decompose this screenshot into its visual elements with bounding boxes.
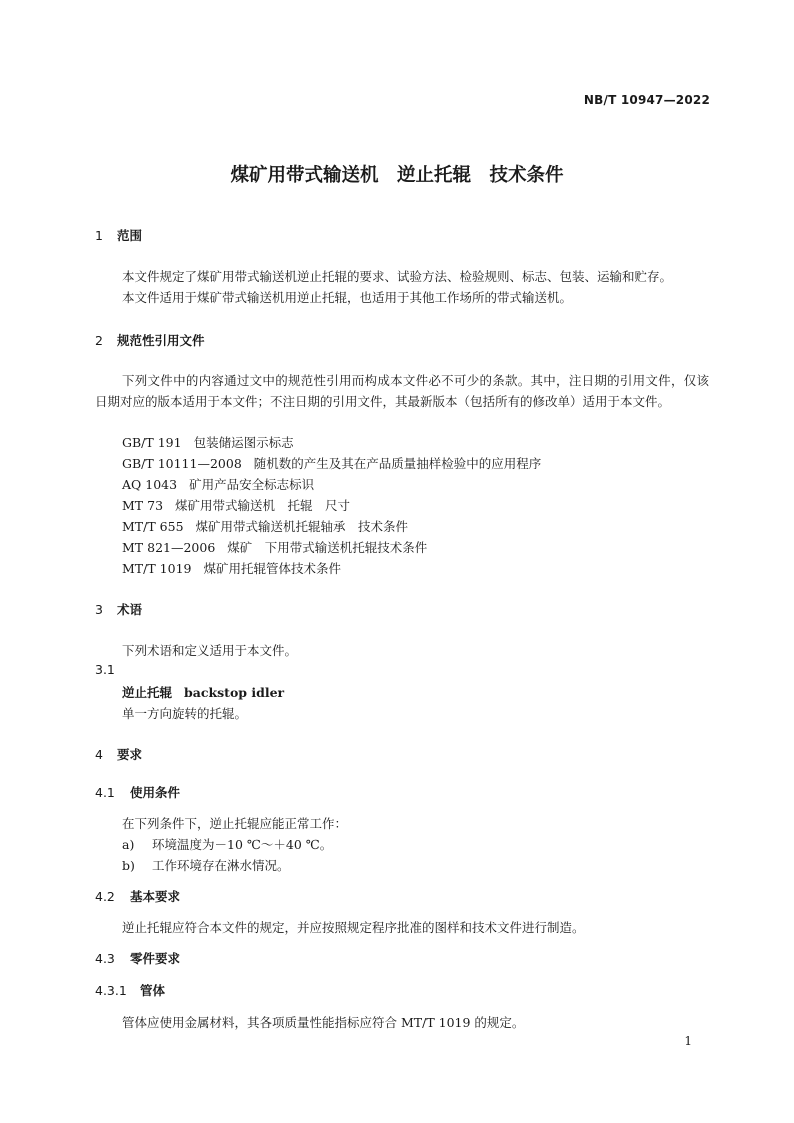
term-definition: 单一方向旋转的托辊。 xyxy=(122,706,248,721)
section-number: 2 xyxy=(95,333,103,348)
term-english: backstop idler xyxy=(184,685,285,700)
list-text: 工作环境存在淋水情况。 xyxy=(152,858,290,873)
reference-item xyxy=(122,496,350,514)
reference-name: 煤矿用托辊管体技术条件 xyxy=(203,561,341,576)
paragraph: 管体应使用金属材料，其各项质量性能指标应符合 MT/T 1019 的规定。 xyxy=(122,1015,525,1030)
paragraph: 下列术语和定义适用于本文件。 xyxy=(122,643,298,658)
reference-item xyxy=(122,433,294,451)
reference-code: GB/T 191 xyxy=(122,435,182,450)
section-number: 1 xyxy=(95,228,103,243)
reference-code: AQ 1043 xyxy=(122,477,178,492)
section-4-3-1-heading xyxy=(95,981,165,999)
list-item xyxy=(122,835,332,853)
section-4-1-heading xyxy=(95,783,180,801)
reference-name: 煤矿用带式输送机 托辊 尺寸 xyxy=(175,498,351,513)
section-title: 要求 xyxy=(117,747,143,762)
paragraph: 在下列条件下，逆止托辊应能正常工作： xyxy=(122,816,348,831)
section-4-2-heading xyxy=(95,887,180,905)
section-title: 零件要求 xyxy=(130,951,181,966)
section-number: 4.2 xyxy=(95,889,115,904)
section-4-heading xyxy=(95,745,142,763)
section-number: 4.1 xyxy=(95,785,115,800)
reference-code: MT/T 655 xyxy=(122,519,184,534)
document-title: 煤矿用带式输送机 逆止托辊 技术条件 xyxy=(230,165,564,186)
reference-code: GB/T 10111—2008 xyxy=(122,456,242,471)
reference-item xyxy=(122,475,314,493)
reference-name: 煤矿用带式输送机托辊轴承 技术条件 xyxy=(195,519,409,534)
reference-name: 矿用产品安全标志标识 xyxy=(189,477,315,492)
reference-name: 包装储运图示标志 xyxy=(193,435,294,450)
list-text: 环境温度为－10 ℃～＋40 ℃。 xyxy=(152,837,333,852)
reference-item xyxy=(122,538,427,556)
reference-item xyxy=(122,559,341,577)
list-item xyxy=(122,856,290,874)
list-label: b) xyxy=(122,858,135,873)
section-number: 4.3 xyxy=(95,951,115,966)
section-2-heading xyxy=(95,331,205,349)
reference-name: 煤矿 下用带式输送机托辊技术条件 xyxy=(227,540,428,555)
page-number: 1 xyxy=(684,1034,692,1048)
paragraph: 下列文件中的内容通过文中的规范性引用而构成本文件必不可少的条款。其中，注日期的引用文件，仅该日期对应的版本适用于本文件；不注日期的引用文件，其最新版本（包括所有的修改单）适用于本文件。 xyxy=(95,373,709,409)
paragraph: 本文件规定了煤矿用带式输送机逆止托辊的要求、试验方法、检验规则、标志、包装、运输和贮存。 xyxy=(122,269,673,284)
paragraph: 逆止托辊应符合本文件的规定，并应按照规定程序批准的图样和技术文件进行制造。 xyxy=(122,920,585,935)
list-label: a) xyxy=(122,837,135,852)
section-number: 4.3.1 xyxy=(95,983,127,998)
section-1-heading xyxy=(95,226,142,244)
reference-code: MT/T 1019 xyxy=(122,561,192,576)
section-number: 4 xyxy=(95,747,103,762)
term-entry xyxy=(122,683,284,701)
section-number: 3 xyxy=(95,602,103,617)
section-title: 规范性引用文件 xyxy=(117,333,205,348)
term-chinese: 逆止托辊 xyxy=(122,685,173,700)
section-title: 基本要求 xyxy=(130,889,181,904)
reference-code: MT 821—2006 xyxy=(122,540,216,555)
section-title: 范围 xyxy=(117,228,143,243)
section-4-3-heading xyxy=(95,949,180,967)
reference-item xyxy=(122,517,408,535)
term-number: 3.1 xyxy=(95,662,115,677)
section-title: 使用条件 xyxy=(130,785,181,800)
section-title: 术语 xyxy=(117,602,143,617)
reference-item xyxy=(122,454,541,472)
section-title: 管体 xyxy=(140,983,166,998)
paragraph: 本文件适用于煤矿带式输送机用逆止托辊，也适用于其他工作场所的带式输送机。 xyxy=(122,290,573,305)
reference-code: MT 73 xyxy=(122,498,164,513)
standard-code: NB/T 10947—2022 xyxy=(583,93,710,107)
section-3-heading xyxy=(95,600,142,618)
reference-name: 随机数的产生及其在产品质量抽样检验中的应用程序 xyxy=(253,456,542,471)
